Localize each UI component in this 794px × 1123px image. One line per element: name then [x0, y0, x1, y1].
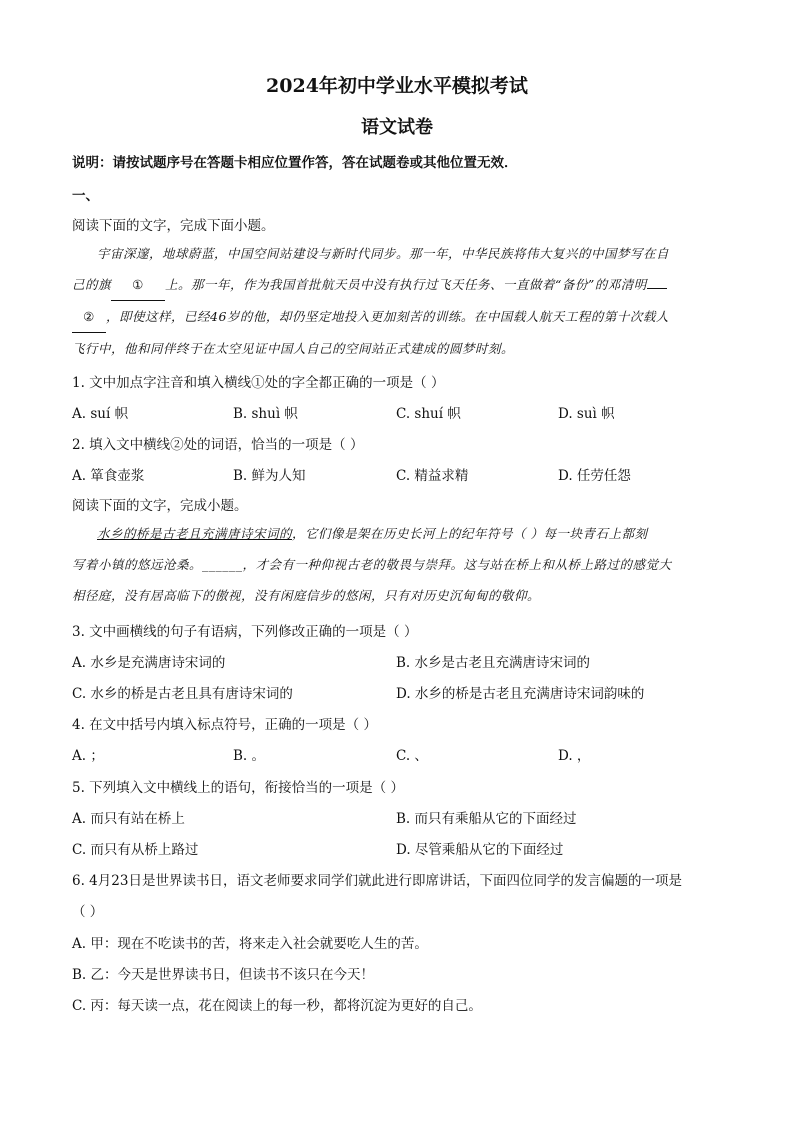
question-4-option-b[interactable]: B. 。 [233, 748, 266, 764]
question-5-option-b[interactable]: B. 而只有乘船从它的下面经过 [396, 811, 577, 827]
question-3-option-a[interactable]: A. 水乡是充满唐诗宋词的 [72, 655, 226, 671]
question-3-option-d[interactable]: D. 水乡的桥是古老且充满唐诗宋词韵味的 [396, 686, 645, 702]
question-2-stem: 2. 填入文中横线②处的词语，恰当的一项是（ ） [72, 437, 364, 453]
reading-prompt-2: 阅读下面的文字，完成小题。 [72, 498, 248, 514]
question-6-option-a[interactable]: A. 甲：现在不吃读书的苦，将来走入社会就要吃人生的苦。 [72, 936, 428, 952]
passage-1-line-2 [72, 269, 724, 301]
passage-2-text: ，它们像是架在历史长河上的纪年符号（ ）每一块青石上都刻 [292, 526, 648, 541]
question-2-option-d[interactable]: D. 任劳任怨 [558, 468, 631, 484]
instruction: 说明：请按试题序号在答题卡相应位置作答，答在试题卷或其他位置无效． [72, 155, 518, 171]
passage-1-text: 己的旗 [72, 277, 112, 292]
reading-prompt-1: 阅读下面的文字，完成下面小题。 [72, 218, 275, 234]
question-6-paren: （ ） [72, 904, 104, 920]
question-4-option-d[interactable]: D. ， [558, 748, 591, 764]
page-subtitle: 语文试卷 [361, 117, 433, 138]
question-4-stem: 4. 在文中括号内填入标点符号，正确的一项是（ ） [72, 717, 377, 733]
question-2-option-c[interactable]: C. 精益求精 [396, 468, 469, 484]
question-1-option-c[interactable]: C. shuí 帜 [396, 406, 461, 422]
passage-1-text: ，即使这样，已经46岁的他，却仍坚定地投入更加刻苦的训练。在中国载人航天工程的第十次载人 [106, 309, 669, 324]
passage-1-text: 上。那一年，作为我国首批航天员中没有执行过飞天任务、一直做着“备份”的邓清明 [165, 277, 647, 292]
passage-1-line-4: 飞行中，他和同伴终于在太空见证中国人自己的空间站正式建成的圆梦时刻。 [72, 341, 515, 356]
passage-2-line-2: 写着小镇的悠远沧桑。______，才会有一种仰视古老的敬畏与崇拜。这与站在桥上和从桥上路过的感觉大 [72, 557, 672, 572]
blank-2-start [647, 288, 667, 289]
passage-2 [72, 518, 724, 611]
question-1-option-b[interactable]: B. shuì 帜 [233, 406, 298, 422]
question-1-option-a[interactable]: A. suí 帜 [72, 406, 129, 422]
question-5-stem: 5. 下列填入文中横线上的语句，衔接恰当的一项是（ ） [72, 780, 404, 796]
question-2-option-b[interactable]: B. 鲜为人知 [233, 468, 306, 484]
passage-1 [72, 238, 724, 364]
question-2-option-a[interactable]: A. 箪食壶浆 [72, 468, 145, 484]
question-6-stem: 6. 4月23日是世界读书日，语文老师要求同学们就此进行即席讲话，下面四位同学的发言偏题的一项是 [72, 873, 682, 889]
passage-2-line-1 [72, 518, 724, 549]
question-4-option-c[interactable]: C. 、 [396, 748, 428, 764]
underlined-sentence: 水乡的桥是古老且充满唐诗宋词的 [97, 526, 293, 541]
passage-2-line-3: 相径庭，没有居高临下的傲视，没有闲庭信步的悠闲，只有对历史沉甸甸的敬仰。 [72, 588, 541, 603]
question-3-option-b[interactable]: B. 水乡是古老且充满唐诗宋词的 [396, 655, 591, 671]
question-1-stem: 1. 文中加点字注音和填入横线①处的字全都正确的一项是（ ） [72, 375, 445, 391]
passage-1-line-3 [72, 301, 724, 333]
question-5-option-a[interactable]: A. 而只有站在桥上 [72, 811, 185, 827]
passage-1-line-1: 宇宙深邃，地球蔚蓝，中国空间站建设与新时代同步。那一年，中华民族将伟大复兴的中国梦写在自 [97, 246, 670, 261]
question-3-stem: 3. 文中画横线的句子有语病，下列修改正确的一项是（ ） [72, 624, 418, 640]
question-5-option-c[interactable]: C. 而只有从桥上路过 [72, 842, 199, 858]
question-3-option-c[interactable]: C. 水乡的桥是古老且具有唐诗宋词的 [72, 686, 293, 702]
question-6-option-c[interactable]: C. 丙：每天读一点，花在阅读上的每一秒，都将沉淀为更好的自己。 [72, 998, 482, 1014]
section-heading: 一、 [72, 188, 99, 204]
blank-1: ① [111, 269, 165, 301]
question-5-option-d[interactable]: D. 尽管乘船从它的下面经过 [396, 842, 564, 858]
question-4-option-a[interactable]: A. ； [72, 748, 104, 764]
question-6-option-b[interactable]: B. 乙：今天是世界读书日，但读书不该只在今天！ [72, 967, 375, 983]
question-1-option-d[interactable]: D. suì 帜 [558, 406, 615, 422]
page-title: 2024年初中学业水平模拟考试 [266, 75, 528, 97]
blank-2: ② [72, 301, 106, 333]
